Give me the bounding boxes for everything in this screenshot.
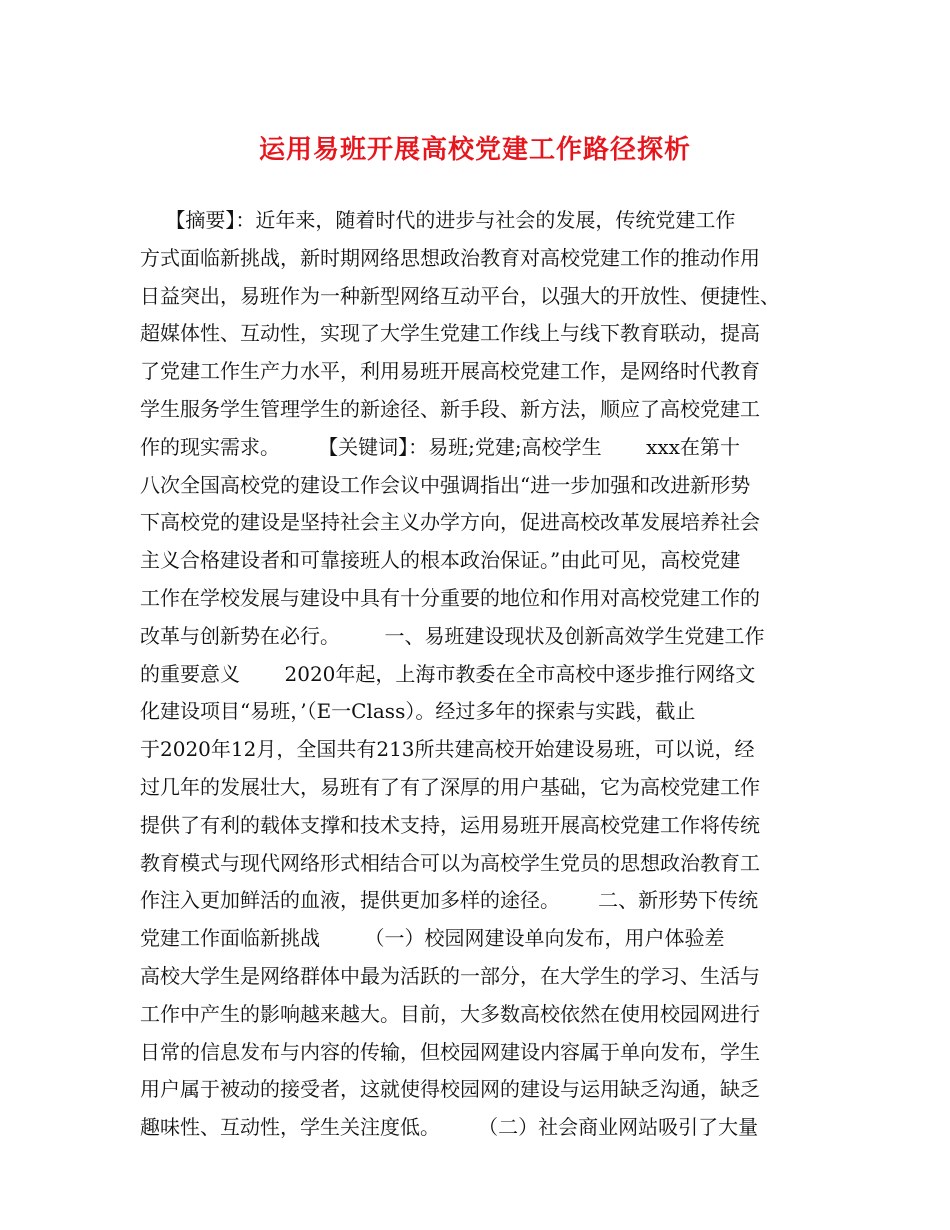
body-line: 作的现实需求。 【关键词】：易班;党建;高校学生 xxx在第十 <box>140 434 740 459</box>
body-line: 【摘要】：近年来，随着时代的进步与社会的发展，传统党建工作 <box>140 208 736 232</box>
body-line: 用户属于被动的接受者，这就使得校园网的建设与运用缺乏沟通，缺乏 <box>140 1077 760 1102</box>
body-line: 下高校党的建设是坚持社会主义办学方向，促进高校改革发展培养社会 <box>140 510 760 535</box>
body-line: 过几年的发展壮大，易班有了有了深厚的用户基础，它为高校党建工作 <box>140 774 760 799</box>
body-line: 日常的信息发布与内容的传输，但校园网建设内容属于单向发布，学生 <box>140 1039 760 1064</box>
body-line: 学生服务学生管理学生的新途径、新手段、新方法，顺应了高校党建工 <box>140 396 760 421</box>
body-line: 作注入更加鲜活的血液，提供更加多样的途径。 二、新形势下传统 <box>140 888 759 913</box>
body-line: 党建工作面临新挑战 （一）校园网建设单向发布，用户体验差 <box>140 926 725 951</box>
body-line: 八次全国高校党的建设工作会议中强调指出“进一步加强和改进新形势 <box>140 472 751 497</box>
document-title: 运用易班开展高校党建工作路径探析 <box>258 135 691 165</box>
body-line: 化建设项目“易班，’（E一Class）。经过多年的探索与实践，截止 <box>140 699 696 724</box>
document-body <box>140 202 820 1147</box>
body-line: 超媒体性、互动性，实现了大学生党建工作线上与线下教育联动，提高 <box>140 321 760 346</box>
body-line: 高校大学生是网络群体中最为活跃的一部分，在大学生的学习、生活与 <box>140 963 760 988</box>
body-line: 方式面临新挑战，新时期网络思想政治教育对高校党建工作的推动作用 <box>140 245 760 270</box>
body-line: 了党建工作生产力水平，利用易班开展高校党建工作，是网络时代教育 <box>140 359 760 384</box>
body-line: 于2020年12月，全国共有213所共建高校开始建设易班，可以说，经 <box>140 737 755 762</box>
body-line: 工作在学校发展与建设中具有十分重要的地位和作用对高校党建工作的 <box>140 585 760 610</box>
body-line: 教育模式与现代网络形式相结合可以为高校学生党员的思想政治教育工 <box>140 850 760 875</box>
body-line: 提供了有利的载体支撑和技术支持，运用易班开展高校党建工作将传统 <box>140 812 760 837</box>
body-line: 主义合格建设者和可靠接班人的根本政治保证。”由此可见，高校党建 <box>140 548 741 573</box>
body-line: 趣味性、互动性，学生关注度低。 （二）社会商业网站吸引了大量 <box>140 1115 759 1140</box>
body-line: 改革与创新势在必行。 一、易班建设现状及创新高效学生党建工作 <box>140 623 765 648</box>
body-line: 日益突出，易班作为一种新型网络互动平台，以强大的开放性、便捷性、 <box>140 283 780 308</box>
body-line: 工作中产生的影响越来越大。目前，大多数高校依然在使用校园网进行 <box>140 1001 760 1026</box>
body-line: 的重要意义 2020年起，上海市教委在全市高校中逐步推行网络文 <box>140 661 756 686</box>
